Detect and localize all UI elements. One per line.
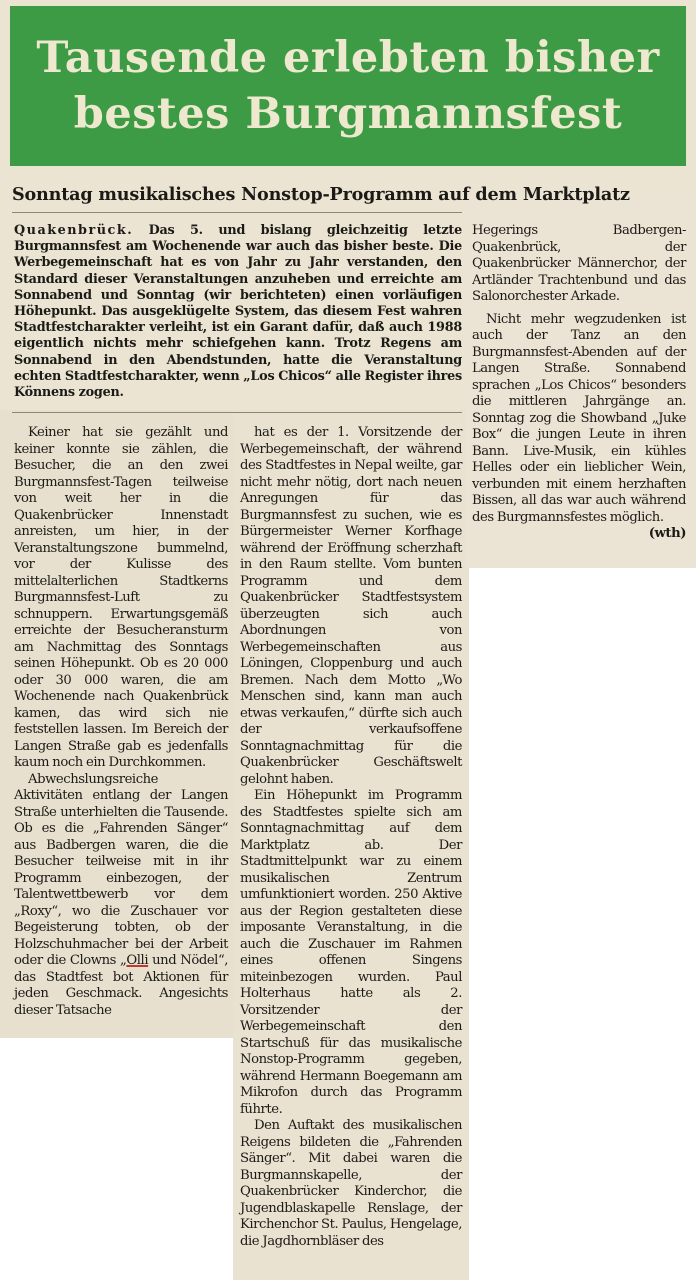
lead-text: Das 5. und bislang gleichzeitig letzte Burgmannsfest am Wochenende war auch das bisher beste. Die Werbegemeinschaft hat es von Jahr zu Jahr verstanden, den Standard dieser Veranstaltungen anzuheben und erreichte am Sonnabend und Sonntag (wir berichteten) einen vorläufigen Höhepunkt. Das ausgeklügelte System, das diesem Fest wahren Stadtfestcharakter verleiht, ist ein Garant dafür, daß auch 1988 eigentlich nichts mehr schiefgehen kann. Trotz Regens am Sonnabend in den Abendstunden, hatte die Veranstaltung echten Stadtfestcharakter, wenn „Los Chicos“ alle Register ihres Könnens zogen. xyxy=(14,223,462,401)
body-divider xyxy=(12,412,462,413)
lead-paragraph xyxy=(14,223,462,401)
subheadline: Sonntag musikalisches Nonstop-Programm auf dem Marktplatz xyxy=(12,184,630,205)
middle-paragraph-3: Den Auftakt des musikalischen Reigens bildeten die „Fahrenden Sänger“. Mit dabei waren die Burgmannskapelle, der Quakenbrücker Kinderchor, die Jugendblaskapelle Renslage, der Kirchenchor St. Paulus, Hengelage, die Jagdhornbläser des xyxy=(240,1118,462,1249)
article-column-middle xyxy=(240,425,462,1250)
lead-divider xyxy=(12,212,462,213)
right-paragraph-2-text: Nicht mehr wegzudenken ist auch der Tanz an den Burgmannsfest-Abenden auf der Langen Straße. Sonnabend sprachen „Los Chicos“ besonders die mittleren Jahrgänge an. Sonntag zog die Showband „Juke Box“ die jungen Leute in ihren Bann. Live-Musik, ein kühles Helles oder ein lieblicher Wein, verbunden mit einem herzhaften Bissen, all das war auch während des Burgmannsfestes möglich. xyxy=(472,311,686,525)
right-paragraph-1: Hegerings Badbergen-Quakenbrück, der Quakenbrücker Männerchor, der Artländer Trachtenbund und das Salonorchester Arkade. xyxy=(472,223,686,304)
right-paragraph-2 xyxy=(472,311,686,541)
lead-dateline: Quakenbrück. xyxy=(14,223,134,238)
middle-paragraph-1: hat es der 1. Vorsitzende der Werbegemeinschaft, der während des Stadtfestes in Nepal weilte, gar nicht mehr nötig, dort nach neuen Anregungen für das Burgmannsfest zu suchen, wie es Bürgermeister Werner Korfhage während der Eröffnung scherzhaft in den Raum stellte. Vom bunten Programm und dem Quakenbrücker Stadtfestsystem überzeugten sich auch Abordnungen von Werbegemeinschaften aus Löningen, Cloppenburg und auch Bremen. Nach dem Motto „Wo Menschen sind, kann man auch etwas verkaufen,“ dürfte sich auch der verkaufsoffene Sonntagnachmittag für die Quakenbrücker Geschäftswelt gelohnt haben. xyxy=(240,425,462,787)
underlined-name-olli: Olli xyxy=(126,953,149,968)
author-signature: (wth) xyxy=(648,526,686,541)
headline-banner xyxy=(10,6,686,166)
left-paragraph-2 xyxy=(14,772,228,1020)
middle-paragraph-2: Ein Höhepunkt im Programm des Stadtfestes spielte sich am Sonntagnachmittag auf dem Marktplatz ab. Der Stadtmittelpunkt war zu einem musikalischen Zentrum umfunktioniert worden. 250 Aktive aus der Region gestalteten diese imposante Veranstaltung, in die auch die Zuschauer im Rahmen eines offenen Singens miteinbezogen wurden. Paul Holterhaus hatte als 2. Vorsitzender der Werbegemeinschaft den Startschuß für das musikalische Nonstop-Programm gegeben, während Hermann Boegemann am Mikrofon durch das Programm führte. xyxy=(240,788,462,1117)
article-column-right xyxy=(472,223,686,543)
left-paragraph-2-end: und Nödel“, das Stadtfest bot Aktionen für jeden Geschmack. Angesichts dieser Tatsache xyxy=(14,953,228,1018)
left-paragraph-1: Keiner hat sie gezählt und keiner konnte sie zählen, die Besucher, die an den zwei Burgmannsfest-Tagen teilweise von weit her in die Quakenbrücker Innenstadt anreisten, um hier, in der Veranstaltungszone bummelnd, vor der Kulisse des mittelalterlichen Stadtkerns Burgmannsfest-Luft zu schnuppern. Erwartungsgemäß erreichte der Besucheransturm am Nachmittag des Sonntags seinen Höhepunkt. Ob es 20 000 oder 30 000 waren, die am Wochenende nach Quakenbrück kamen, das wird sich nie feststellen lassen. Im Bereich der Langen Straße gab es jedenfalls kaum noch ein Durchkommen. xyxy=(14,425,228,770)
headline-line-1: Tausende erlebten bisher xyxy=(36,33,660,83)
headline-line-2: bestes Burgmannsfest xyxy=(73,89,623,139)
left-paragraph-2-start: Abwechslungsreiche Aktivitäten entlang der Langen Straße unterhielten die Tausende. Ob es die „Fahrenden Sänger“ aus Badbergen waren, die die Besucher teilweise mit in ihr Programm einbezogen, der Talentwettbewerb vor dem „Roxy“, wo die Zuschauer vor Begeisterung tobten, ob der Holzschuhmacher bei der Arbeit oder die Clowns „ xyxy=(14,771,228,968)
article-column-left xyxy=(14,425,228,1019)
